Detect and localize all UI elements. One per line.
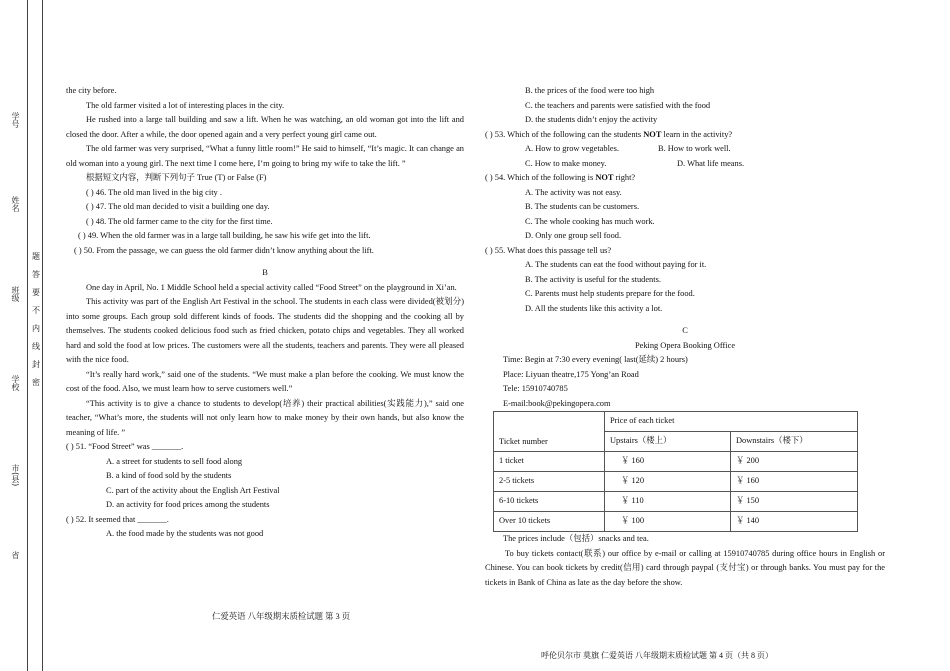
question-53-options — [485, 142, 885, 157]
seal-line-notice: 题 答 要 不 内 线 封 密 — [32, 252, 40, 387]
question-51-option: B. a kind of food sold by the students — [106, 471, 232, 480]
question-47: ( ) 47. The old man decided to visit a building one day. — [86, 202, 270, 211]
table-header-ticket-number: Ticket number — [494, 412, 605, 452]
ticket-price-table — [493, 411, 858, 532]
question-48: ( ) 48. The old farmer came to the city for the first time. — [86, 216, 273, 226]
true-false-instruction: 根据短文内容，判断下列句子 True (T) or False (F) — [86, 173, 267, 182]
page-3-footer: 仁爱英语 八年级期末质检试题 第 3 页 — [212, 612, 351, 621]
booking-email: E-mail:book@pekingopera.com — [503, 398, 611, 408]
passage-b-paragraph: “It’s really hard work,” said one of the students. “We must make a plan before the cooking. We must know the cost of the food. Also, we must learn how to serve customers well.” — [66, 369, 464, 393]
section-b-heading: B — [262, 268, 268, 277]
question-52-option: C. the teachers and parents were satisfied with the food — [525, 100, 711, 110]
passage-b-paragraph: One day in April, No. 1 Middle School held a special activity called “Food Street” on the playground in Xi’an. — [86, 282, 457, 292]
table-row: 6-10 tickets ￥ 110 ￥ 150 — [494, 492, 858, 512]
question-54-option: A. The activity was not easy. — [525, 187, 622, 197]
question-54-option: B. The students can be customers. — [525, 202, 640, 211]
question-50: ( ) 50. From the passage, we can guess the old farmer didn’t know anything about the lift. — [74, 245, 374, 255]
binding-label-city: 市(县) — [11, 464, 20, 487]
passage-a-end: the city before. — [66, 86, 117, 95]
question-54-option: D. Only one group sell food. — [525, 231, 622, 240]
page-4-footer: 呼伦贝尔市 莫旗 仁爱英语 八年级期末质检试题 第 4 页（共 8 页） — [541, 651, 773, 660]
question-51-option: C. part of the activity about the English Art Festival — [106, 485, 280, 495]
passage-a-paragraph: The old farmer was very surprised, “What a funny little room!” He said to himself, “It’s magic. It can change an old woman into a young girl. The next time I come here, I’m going to bring my wife to take the lift. ” — [66, 144, 464, 168]
booking-place: Place: Liyuan theatre,175 Yong’an Road — [503, 369, 639, 379]
question-52-option: D. the students didn’t enjoy the activity — [525, 115, 658, 124]
question-53-option: A. How to grow vegetables. — [525, 144, 619, 153]
booking-office-title: Peking Opera Booking Office — [634, 340, 736, 350]
table-row: Over 10 tickets ￥ 100 ￥ 140 — [494, 512, 858, 532]
table-header-upstairs: Upstairs（楼上） — [605, 432, 731, 452]
question-53-option: C. How to make money. — [525, 158, 607, 168]
passage-a-paragraph: The old farmer visited a lot of interesting places in the city. — [86, 100, 285, 110]
section-c-heading: C — [682, 326, 688, 335]
question-49: ( ) 49. When the old farmer was in a large tall building, he saw his wife get into the lift. — [78, 231, 371, 240]
question-53-option: D. What life means. — [677, 158, 745, 168]
binding-line-outer — [27, 0, 28, 671]
page-4-column — [485, 84, 885, 590]
question-52-option: A. the food made by the students was not good — [106, 529, 264, 538]
question-51-option: D. an activity for food prices among the students — [106, 500, 270, 509]
binding-label-province: 省 — [11, 551, 20, 559]
question-51-option: A. a street for students to sell food along — [106, 456, 243, 466]
question-55-option: B. The activity is useful for the students. — [525, 274, 661, 284]
table-row: 1 ticket ￥ 160 ￥ 200 — [494, 452, 858, 472]
passage-a-paragraph: He rushed into a large tall building and saw a lift. When he was watching, an old woman got into the lift and closed the door. After a while, the door opened again and a very perfect young girl came out. — [66, 115, 464, 139]
question-52: ( ) 52. It seemed that _______. — [66, 514, 169, 524]
binding-line-inner — [42, 0, 43, 671]
passage-b-paragraph: This activity was part of the English Art Festival in the school. The students in each class were divided(被划分) into some groups. Each group sold different kinds of foods. The students did the shopping and the cooking all by themselves. The students cooked delicious food such as fried chicken, potato chips and vegetables. They all worked hard and sold the food at low prices. The customers were all the students, teachers and parents. They were all pleased with the nice food. — [66, 297, 464, 364]
question-54-option: C. The whole cooking has much work. — [525, 216, 655, 226]
booking-time: Time: Begin at 7:30 every evening( last(延续) 2 hours) — [503, 355, 688, 364]
question-53: ( ) 53. Which of the following can the students NOT learn in the activity? — [485, 129, 733, 139]
question-55-option: A. The students can eat the food without paying for it. — [525, 260, 707, 269]
question-54: ( ) 54. Which of the following is NOT right? — [485, 173, 636, 182]
question-46: ( ) 46. The old man lived in the big city . — [86, 187, 222, 197]
page-3-column — [66, 84, 464, 542]
question-55-option: D. All the students like this activity a lot. — [525, 303, 663, 313]
passage-b-paragraph: “This activity is to give a chance to students to develop(培养) their practical abilities(实践能力),” said one teacher, “What’s more, the students will not only learn how to make money by their own hands, but also know the meaning of life. ” — [66, 398, 464, 437]
prices-include-note: The prices include（包括）snacks and tea. — [503, 534, 649, 543]
table-header-price: Price of each ticket — [605, 412, 858, 432]
booking-tele: Tele: 15910740785 — [503, 384, 568, 393]
question-51: ( ) 51. “Food Street” was _______. — [66, 442, 184, 451]
table-row: 2-5 tickets ￥ 120 ￥ 160 — [494, 472, 858, 492]
table-header-downstairs: Downstairs（楼下） — [731, 432, 858, 452]
question-55-option: C. Parents must help students prepare for the food. — [525, 289, 695, 298]
binding-label-student-id: 学号 — [11, 112, 20, 128]
question-53-options — [485, 157, 885, 172]
binding-label-name: 姓名 — [11, 196, 20, 212]
question-52-option: B. the prices of the food were too high — [525, 86, 655, 95]
question-55: ( ) 55. What does this passage tell us? — [485, 245, 612, 255]
booking-instructions: To buy tickets contact(联系) our office by e-mail or calling at 15910740785 during office hours in English or Chinese. You can book tickets by credit(信用) card through paypal (支付宝) or through banks. You must pay for the tickets in Bank of China as late as the day before the show. — [485, 548, 885, 587]
binding-label-class: 班级 — [11, 286, 20, 302]
binding-label-school: 学校 — [11, 375, 20, 391]
question-53-option: B. How to work well. — [658, 144, 731, 153]
